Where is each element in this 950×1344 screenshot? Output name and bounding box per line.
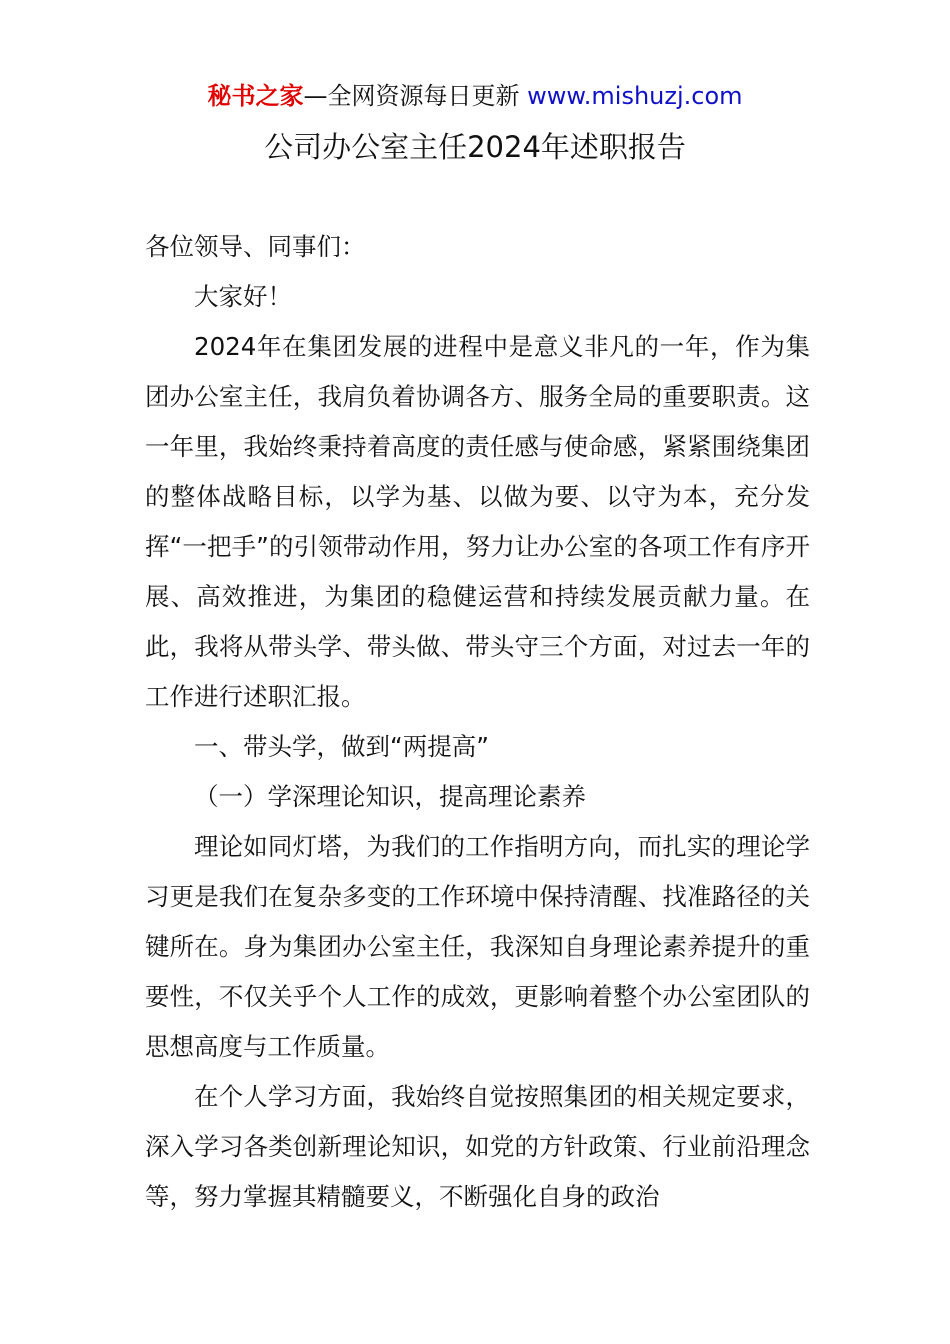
site-header (0, 80, 950, 112)
subsection-heading: （一）学深理论知识，提高理论素养 (194, 782, 586, 811)
intro-paragraph: 2024年在集团发展的进程中是意义非凡的一年，作为集团办公室主任，我肩负着协调各方、服务全局的重要职责。这一年里，我始终秉持着高度的责任感与使命感，紧紧围绕集团的整体战略目标，以学为基、以做为要、以守为本，充分发挥“一把手”的引领带动作用，努力让办公室的各项工作有序开展、高效推进，为集团的稳健运营和持续发展贡献力量。在此，我将从带头学、带头做、带头守三个方面，对过去一年的工作进行述职汇报。 (145, 332, 810, 711)
site-url-link[interactable]: www.mishuzj.com (527, 82, 743, 110)
section-heading: 一、带头学，做到“两提高” (194, 732, 489, 761)
greeting: 大家好！ (194, 282, 292, 311)
document-title: 公司办公室主任2024年述职报告 (264, 130, 686, 164)
salutation: 各位领导、同事们： (145, 232, 366, 261)
document-body (145, 222, 810, 1222)
body-paragraph: 理论如同灯塔，为我们的工作指明方向，而扎实的理论学习更是我们在复杂多变的工作环境中保持清醒、找准路径的关键所在。身为集团办公室主任，我深知自身理论素养提升的重要性，不仅关乎个人工作的成效，更影响着整个办公室团队的思想高度与工作质量。 (145, 832, 810, 1061)
body-paragraph: 在个人学习方面，我始终自觉按照集团的相关规定要求，深入学习各类创新理论知识，如党的方针政策、行业前沿理念等，努力掌握其精髓要义，不断强化自身的政治 (145, 1082, 810, 1211)
brand-name: 秘书之家 (207, 82, 304, 110)
header-tagline: —全网资源每日更新 (303, 82, 528, 110)
